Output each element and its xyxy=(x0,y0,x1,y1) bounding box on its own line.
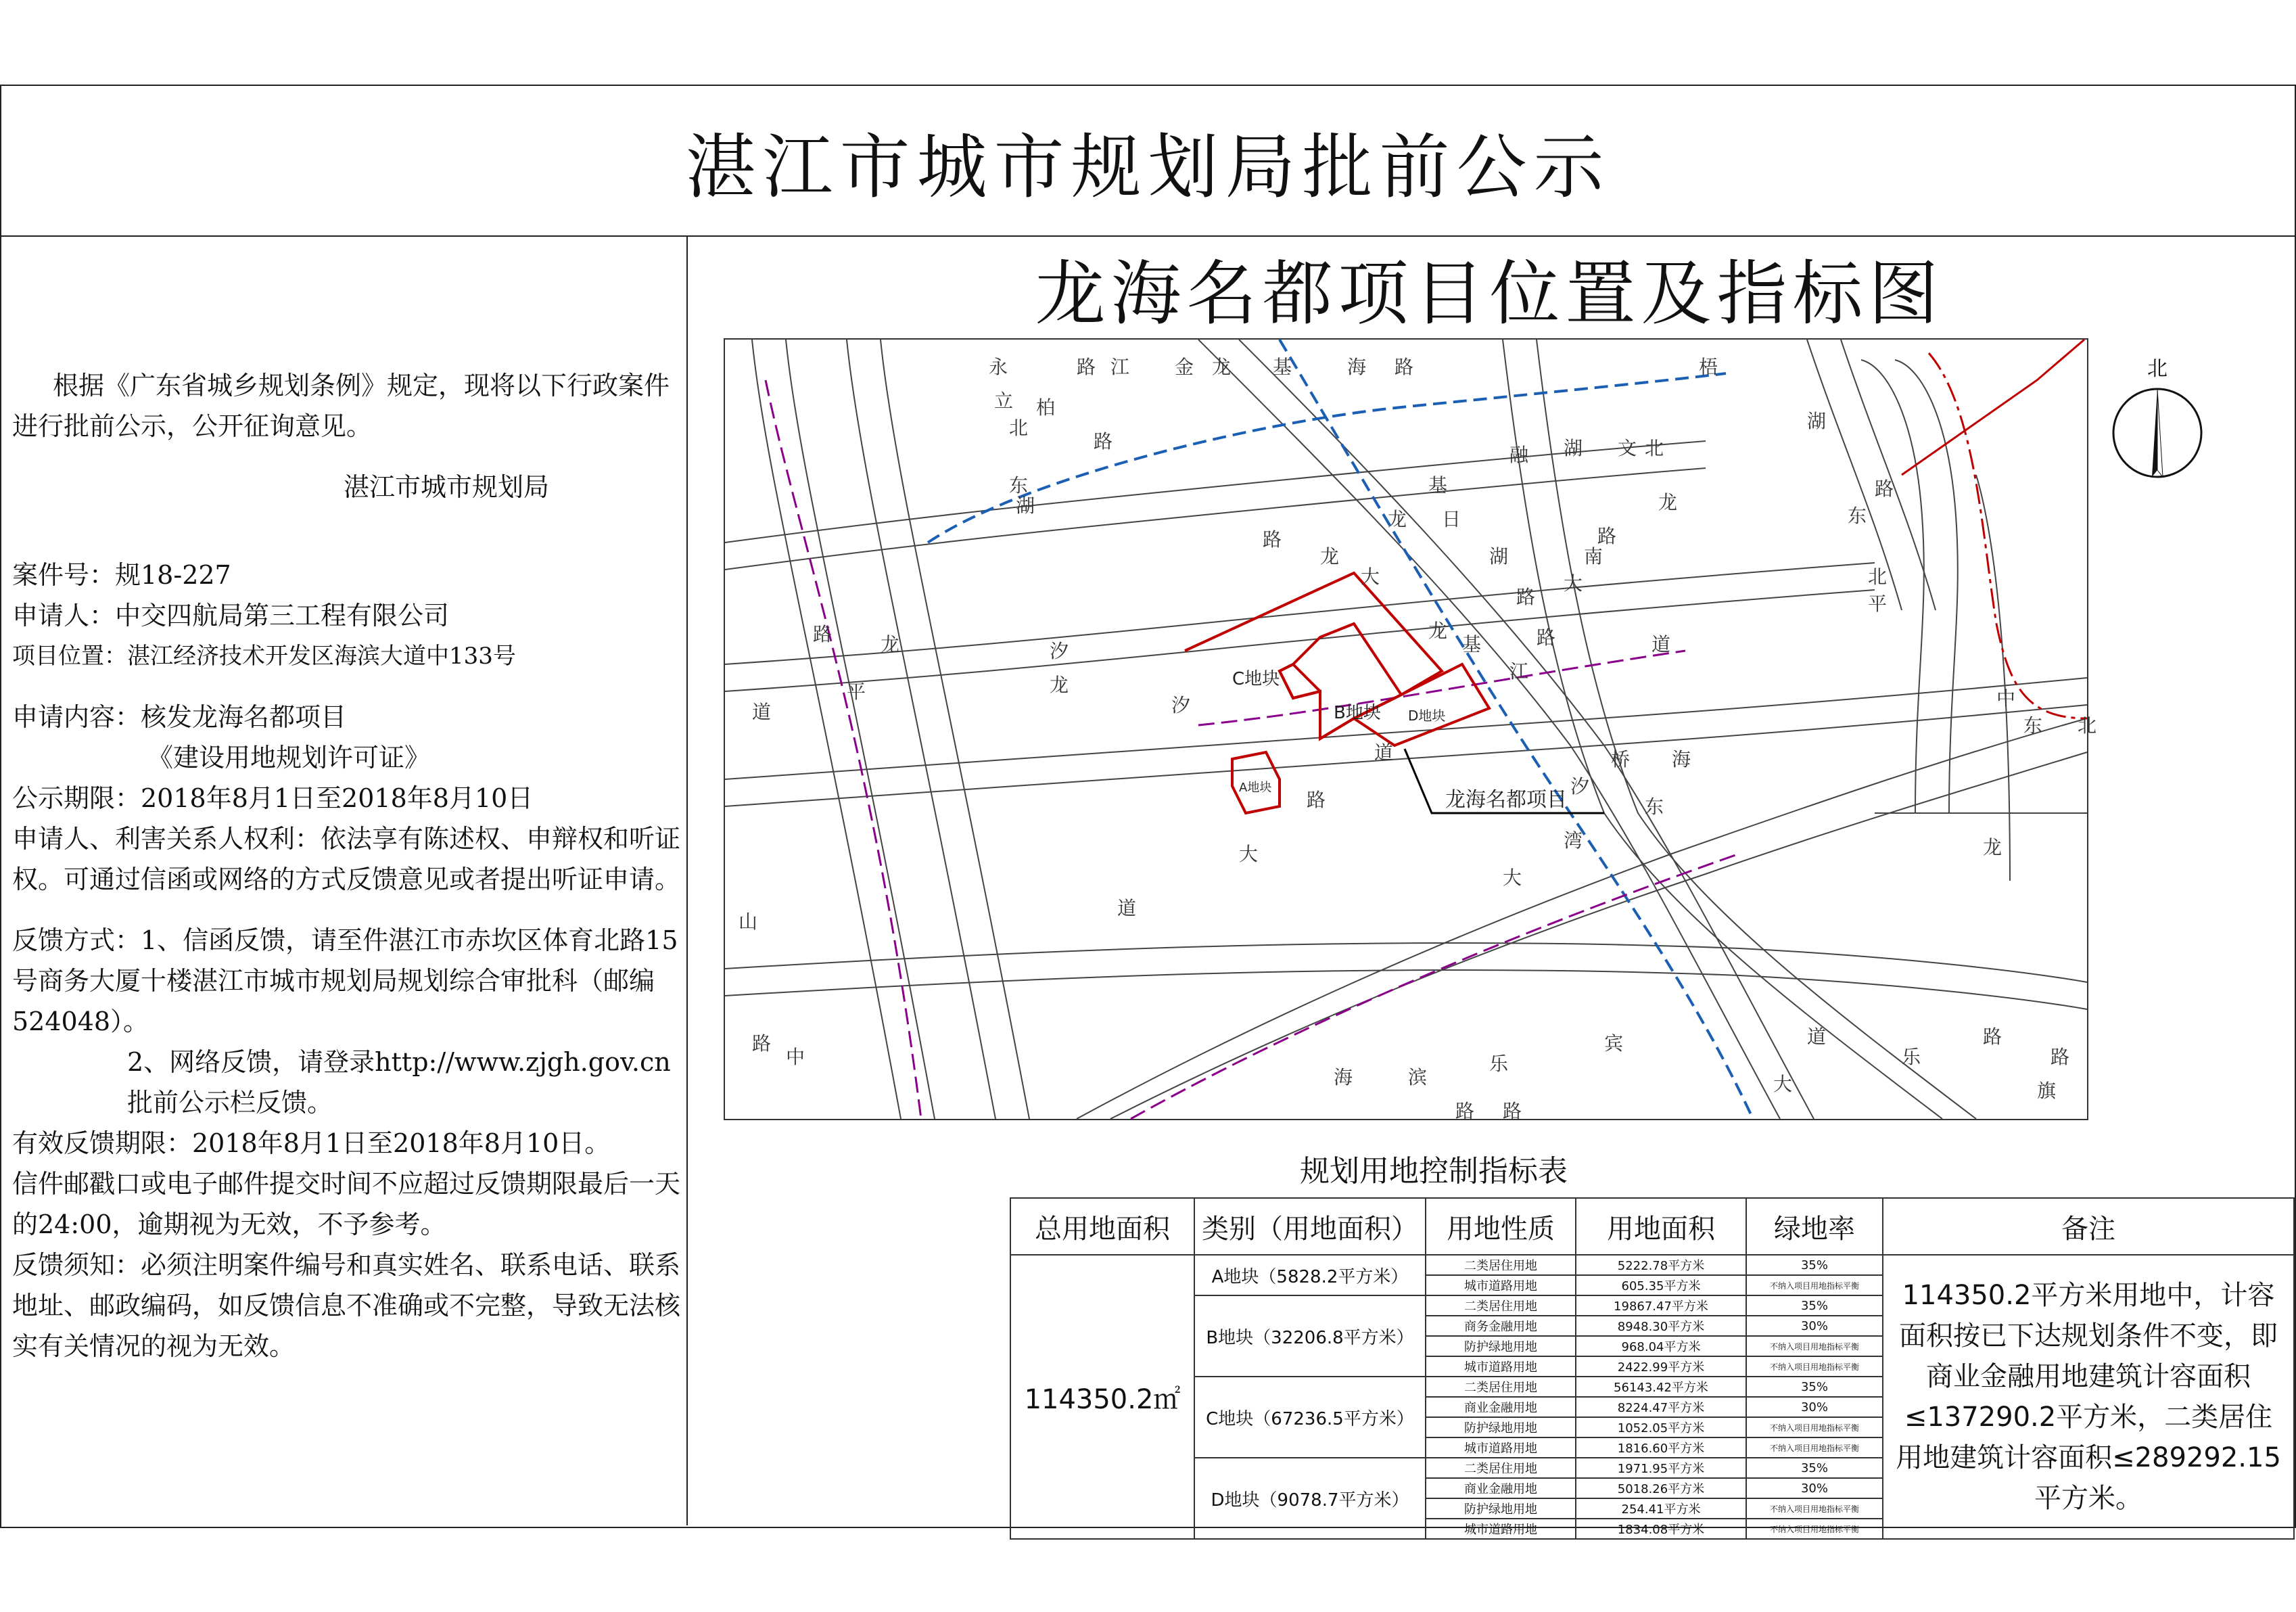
land-use-cell: 防护绿地用地 xyxy=(1426,1498,1576,1519)
road-label-char: 路 xyxy=(1077,356,1096,378)
project-location: 项目位置：湛江经济技术开发区海滨大道中133号 xyxy=(12,643,516,670)
road-label-char: 路 xyxy=(1263,528,1282,551)
road-label-char: 龙 xyxy=(1428,620,1448,642)
road-label-char: 龙 xyxy=(1658,491,1678,513)
green-ratio-cell: 不纳入项目用地指标平衡 xyxy=(1746,1498,1883,1519)
green-ratio-cell: 35% xyxy=(1746,1255,1883,1275)
total-area-cell: 114350.2㎡ xyxy=(1010,1255,1194,1539)
green-ratio-cell: 不纳入项目用地指标平衡 xyxy=(1746,1275,1883,1295)
road-label-char: 路 xyxy=(1455,1100,1475,1122)
block-name-cell: A地块（5828.2平方米） xyxy=(1194,1255,1426,1295)
road-label-char: 道 xyxy=(1651,633,1671,655)
green-ratio-cell: 30% xyxy=(1746,1397,1883,1417)
publicity-period: 公示期限：2018年8月1日至2018年8月10日 xyxy=(12,783,534,813)
green-ratio-cell: 35% xyxy=(1746,1295,1883,1316)
application-content: 申请内容：核发龙海名都项目 xyxy=(12,702,347,732)
road-label-char: 路 xyxy=(1597,525,1617,547)
road-label-char: 山 xyxy=(739,911,758,933)
road-label-char: 旗 xyxy=(2037,1080,2057,1102)
road-label-char: 江 xyxy=(1110,356,1130,378)
green-ratio-cell: 不纳入项目用地指标平衡 xyxy=(1746,1356,1883,1377)
table-body xyxy=(1010,1255,2294,1539)
road-label-char: 路 xyxy=(752,1032,772,1055)
road-label-char: 文 xyxy=(1618,437,1637,459)
land-use-cell: 城市道路用地 xyxy=(1426,1437,1576,1458)
page-title: 湛江市城市规划局批前公示 xyxy=(685,125,1611,208)
road-label-char: 大 xyxy=(1503,867,1522,889)
header-total-area: 总用地面积 xyxy=(1010,1198,1194,1255)
road-label-char: 龙 xyxy=(1212,356,1232,378)
road-label-char: 龙 xyxy=(1050,674,1069,696)
road-label-char: 乐 xyxy=(1902,1046,1921,1068)
green-ratio-cell: 35% xyxy=(1746,1458,1883,1478)
land-area-cell: 19867.47平方米 xyxy=(1576,1295,1746,1316)
notice-panel xyxy=(12,365,688,1366)
table-title: 规划用地控制指标表 xyxy=(1300,1154,1568,1189)
road-label-char: 江 xyxy=(1509,660,1529,683)
land-area-cell: 1971.95平方米 xyxy=(1576,1458,1746,1478)
land-area-cell: 1052.05平方米 xyxy=(1576,1417,1746,1437)
road-label-char: 路 xyxy=(1395,356,1414,378)
road-label-char: 道 xyxy=(1374,741,1394,764)
road-label-char: 湖 xyxy=(1564,437,1583,459)
road-label-char: 路 xyxy=(813,623,833,645)
road-label-char: 大 xyxy=(1564,572,1583,595)
parcel-d-label: D地块 xyxy=(1408,708,1446,724)
map-drawing xyxy=(725,340,2097,1122)
land-use-cell: 二类居住用地 xyxy=(1426,1295,1576,1316)
land-use-cell: 二类居住用地 xyxy=(1426,1458,1576,1478)
table-row xyxy=(1010,1255,2294,1275)
block-name-cell: D地块（9078.7平方米） xyxy=(1194,1458,1426,1539)
road-label-char: 融 xyxy=(1509,444,1529,466)
notice-intro: 根据《广东省城乡规划条例》规定，现将以下行政案件进行批前公示，公开征询意见。 xyxy=(12,371,670,441)
road-label-char: 路 xyxy=(1983,1026,2002,1048)
road-label-char: 龙 xyxy=(881,633,900,655)
road-label-char: 南 xyxy=(1584,545,1603,568)
road-label-char: 基 xyxy=(1428,474,1448,497)
road-label-char: 平 xyxy=(847,681,866,703)
rights-text: 申请人、利害关系人权利：依法享有陈述权、申辩权和听证权。可通过信函或网络的方式反馈意见或者提出听证申请。 xyxy=(12,824,681,894)
road-label-char: 海 xyxy=(1672,748,1691,770)
land-use-cell: 城市道路用地 xyxy=(1426,1275,1576,1295)
road-label-char: 大 xyxy=(1361,566,1380,588)
green-ratio-cell: 35% xyxy=(1746,1377,1883,1397)
road-label-char: 汐 xyxy=(1171,694,1191,716)
header-land-use: 用地性质 xyxy=(1426,1198,1576,1255)
road-label-char: 路 xyxy=(1875,478,1894,500)
parcel-a-label: A地块 xyxy=(1239,781,1272,795)
land-area-cell: 56143.42平方米 xyxy=(1576,1377,1746,1397)
land-use-cell: 城市道路用地 xyxy=(1426,1519,1576,1539)
road-label-char: 道 xyxy=(1117,897,1137,919)
road-label-char: 汐 xyxy=(1050,640,1069,662)
green-ratio-cell: 不纳入项目用地指标平衡 xyxy=(1746,1336,1883,1356)
land-area-cell: 5222.78平方米 xyxy=(1576,1255,1746,1275)
green-ratio-cell: 不纳入项目用地指标平衡 xyxy=(1746,1519,1883,1539)
parcel-b-label: B地块 xyxy=(1334,703,1381,723)
road-label-char: 北 xyxy=(1868,566,1888,588)
road-label-char: 东 xyxy=(1848,505,1867,527)
land-use-cell: 商务金融用地 xyxy=(1426,1316,1576,1336)
road-label-char: 东 xyxy=(1645,796,1664,818)
land-area-cell: 2422.99平方米 xyxy=(1576,1356,1746,1377)
road-label-char: 北 xyxy=(1645,437,1664,459)
road-label-char: 滨 xyxy=(1408,1066,1428,1088)
map-title: 龙海名都项目位置及指标图 xyxy=(1035,252,1944,335)
feedback-letter: 反馈方式：1、信函反馈，请至件湛江市赤坎区体育北路15号商务大厦十楼湛江市城市规划局规划综合审批科（邮编524048）。 xyxy=(12,925,678,1036)
road-label-char: 基 xyxy=(1273,356,1292,378)
land-use-cell: 城市道路用地 xyxy=(1426,1356,1576,1377)
header-note: 备注 xyxy=(1883,1198,2294,1255)
notice-issuer: 湛江市城市规划局 xyxy=(344,472,550,502)
land-use-cell: 商业金融用地 xyxy=(1426,1397,1576,1417)
road-label-char: 龙 xyxy=(1983,836,2002,858)
land-use-cell: 防护绿地用地 xyxy=(1426,1417,1576,1437)
deadline-text: 信件邮戳口或电子邮件提交时间不应超过反馈期限最后一天的24:00，逾期视为无效，不予参考。 xyxy=(12,1169,681,1239)
road-labels xyxy=(739,356,2096,1122)
land-use-index-table xyxy=(1010,1197,2295,1540)
land-area-cell: 1834.08平方米 xyxy=(1576,1519,1746,1539)
road-label-char: 柏 xyxy=(1036,396,1056,419)
land-area-cell: 605.35平方米 xyxy=(1576,1275,1746,1295)
road-label-char: 路 xyxy=(1094,430,1113,453)
road-label-char: 路 xyxy=(1503,1100,1522,1122)
project-label: 龙海名都项目 xyxy=(1445,788,1567,812)
parcel-c-outline xyxy=(1185,573,1442,739)
application-content-permit: 《建设用地规划许可证》 xyxy=(147,743,431,773)
road-label-char: 路 xyxy=(2051,1046,2070,1068)
road-label-char: 东 xyxy=(1009,474,1029,497)
location-map xyxy=(724,338,2097,1122)
header-green-ratio: 绿地率 xyxy=(1746,1198,1883,1255)
north-arrow-icon xyxy=(2110,379,2205,487)
land-area-cell: 8948.30平方米 xyxy=(1576,1316,1746,1336)
road-label-char: 湖 xyxy=(1807,410,1827,432)
applicant: 申请人：中交四航局第三工程有限公司 xyxy=(12,601,450,630)
green-ratio-cell: 30% xyxy=(1746,1316,1883,1336)
compass xyxy=(2110,352,2205,487)
road-label-char: 龙 xyxy=(1388,508,1407,530)
land-area-cell: 1816.60平方米 xyxy=(1576,1437,1746,1458)
green-ratio-cell: 不纳入项目用地指标平衡 xyxy=(1746,1437,1883,1458)
road-label-char: 湾 xyxy=(1564,829,1583,852)
road-label-char: 中 xyxy=(786,1046,805,1068)
road-label-char: 宾 xyxy=(1604,1032,1624,1055)
road-label-char: 大 xyxy=(1239,843,1259,865)
road-label-char: 北 xyxy=(1009,417,1029,439)
block-name-cell: C地块（67236.5平方米） xyxy=(1194,1377,1426,1458)
land-area-cell: 254.41平方米 xyxy=(1576,1498,1746,1519)
road-label-char: 海 xyxy=(1347,356,1367,378)
road-label-char: 乐 xyxy=(1489,1053,1509,1075)
land-use-cell: 二类居住用地 xyxy=(1426,1377,1576,1397)
road-label-char: 东 xyxy=(2023,714,2043,737)
road-label-char: 梧 xyxy=(1699,356,1718,378)
road-label-char: 立 xyxy=(994,390,1014,412)
road-label-char: 永 xyxy=(989,356,1008,378)
valid-feedback-period: 有效反馈期限：2018年8月1日至2018年8月10日。 xyxy=(12,1128,611,1158)
feedback-notes: 反馈须知：必须注明案件编号和真实姓名、联系电话、联系地址、邮政编码，如反馈信息不准确或不完整，导致无法核实有关情况的视为无效。 xyxy=(12,1250,681,1361)
road-label-char: 湖 xyxy=(1489,545,1509,568)
north-label: 北 xyxy=(2147,357,2168,381)
road-label-char: 道 xyxy=(1807,1026,1827,1048)
green-ratio-cell: 不纳入项目用地指标平衡 xyxy=(1746,1417,1883,1437)
road-label-char: 北 xyxy=(2078,714,2097,737)
land-use-cell: 二类居住用地 xyxy=(1426,1255,1576,1275)
land-area-cell: 968.04平方米 xyxy=(1576,1336,1746,1356)
land-area-cell: 5018.26平方米 xyxy=(1576,1478,1746,1498)
land-area-cell: 8224.47平方米 xyxy=(1576,1397,1746,1417)
road-label-char: 日 xyxy=(1442,508,1461,530)
parcel-c-label: C地块 xyxy=(1232,669,1280,689)
table-header-row xyxy=(1010,1198,2294,1255)
road-label-char: 道 xyxy=(752,701,772,723)
road-label-char: 金 xyxy=(1175,356,1194,378)
block-name-cell: B地块（32206.8平方米） xyxy=(1194,1295,1426,1377)
note-cell: 114350.2平方米用地中，计容面积按已下达规划条件不变，即商业金融用地建筑计容面积≤137290.2平方米，二类居住用地建筑计容面积≤289292.15平方米。 xyxy=(1883,1255,2294,1539)
road-label-char: 路 xyxy=(1307,789,1326,811)
header-land-area: 用地面积 xyxy=(1576,1198,1746,1255)
road-label-char: 龙 xyxy=(1320,545,1340,568)
road-label-char: 中 xyxy=(1996,687,2016,710)
road-label-char: 海 xyxy=(1334,1066,1353,1088)
road-label-char: 路 xyxy=(1516,586,1536,608)
land-use-cell: 商业金融用地 xyxy=(1426,1478,1576,1498)
road-label-char: 大 xyxy=(1773,1073,1793,1095)
case-number: 案件号：规18-227 xyxy=(12,560,231,590)
road-label-char: 湖 xyxy=(1016,494,1035,517)
road-label-char: 平 xyxy=(1868,593,1888,615)
land-use-cell: 防护绿地用地 xyxy=(1426,1336,1576,1356)
road-label-char: 路 xyxy=(1537,626,1556,649)
feedback-online: 2、网络反馈，请登录http://www.zjgh.gov.cn批前公示栏反馈。 xyxy=(127,1047,671,1118)
header-category: 类别（用地面积） xyxy=(1194,1198,1426,1255)
road-label-char: 基 xyxy=(1462,633,1482,655)
road-label-char: 汐 xyxy=(1570,775,1590,798)
green-ratio-cell: 30% xyxy=(1746,1478,1883,1498)
road-label-char: 桥 xyxy=(1611,748,1631,770)
